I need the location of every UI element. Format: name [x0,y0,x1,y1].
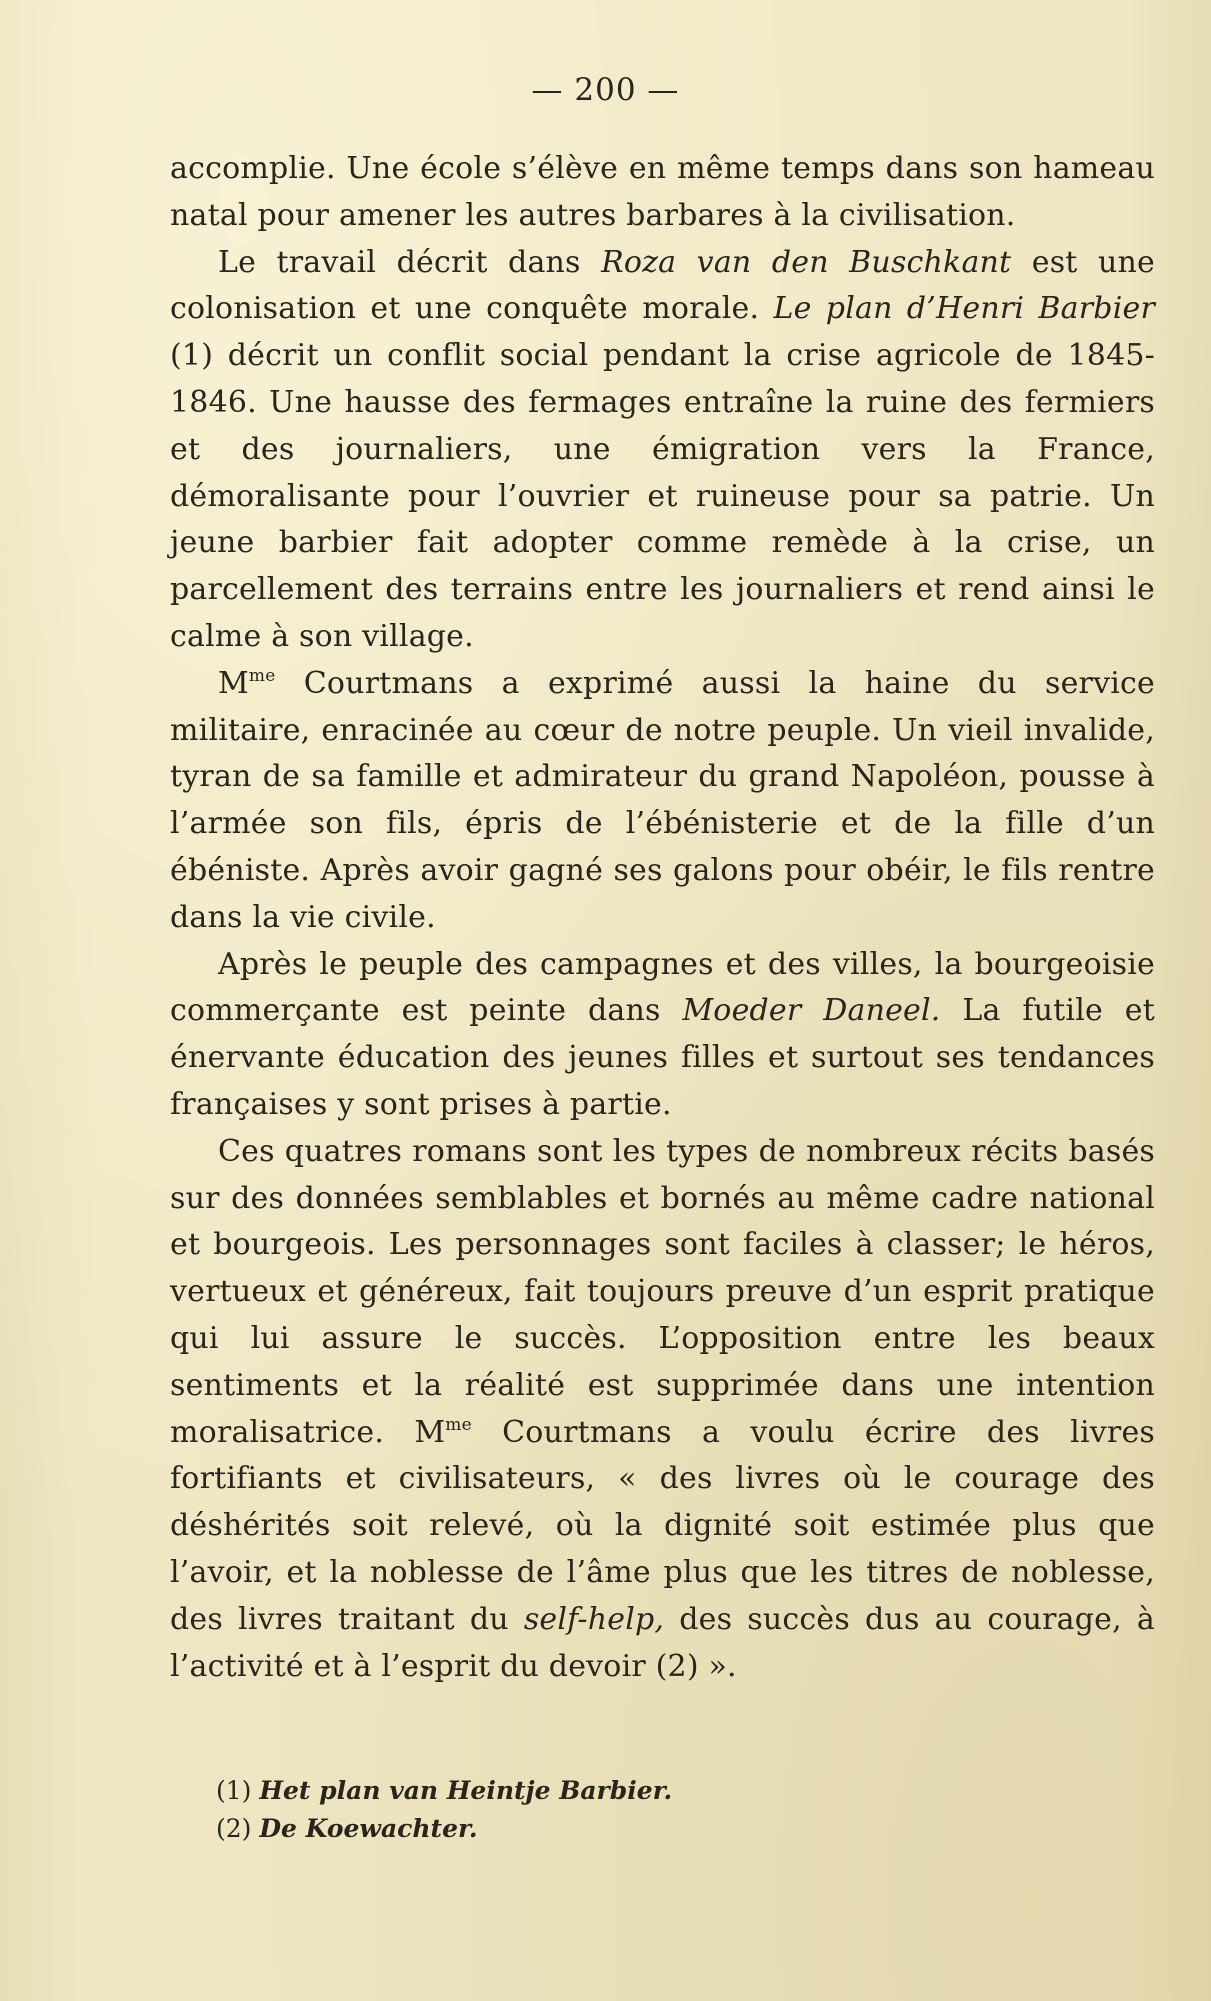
footnote-number: (2) [216,1814,252,1843]
italic-title: Le plan d’Henri Barbier [773,291,1155,327]
body-text [170,146,1155,1690]
footnote-2 [216,1810,1116,1848]
text-run: Courtmans a exprimé aussi la haine du service militaire, enracinée au cœur de notre peuple. Un vieil invalide, tyran de sa famille et admirateur du grand Napoléon, pousse à l’armée son fils, épris de l’ébénisterie et de la fille d’un ébéniste. Après avoir gagné ses galons pour obéir, le fils rentre dans la vie civile. [170,665,1155,935]
footnote-title: De Koewachter. [259,1814,478,1843]
text-run: M [218,665,249,701]
footnote-1 [216,1772,1116,1810]
text-run: La futile et énervante éducation des jeunes filles et surtout ses tendances françaises y sont prises à partie. [170,993,1155,1122]
italic-title: self-help, [523,1601,665,1637]
text-run: Après le peuple des campagnes et des villes, la bourgeoisie commerçante est peinte dans [170,946,1155,1029]
text-run: des succès dus au courage, à l’activité et à l’esprit du devoir (2) ». [170,1601,1155,1684]
text-run: Le travail décrit dans [218,244,602,280]
italic-title: Roza van den Buschkant [601,244,1012,280]
superscript-text: me [248,665,276,686]
footnote-title: Het plan van Heintje Barbier. [259,1776,673,1805]
text-run: accomplie. Une école s’élève en même temps dans son hameau natal pour amener les autres barbares à la civilisation. [170,151,1155,233]
paragraph-1 [170,146,1155,240]
superscript-text: me [445,1414,472,1435]
page-number: — 200 — [531,72,680,108]
text-run: (1) décrit un conflit social pendant la crise agricole de 1845-1846. Une hausse des fermages entraîne la ruine des fermiers et des journaliers, une émigration vers la France, démoralisante pour l’ouvrier et ruineuse pour sa patrie. Un jeune barbier fait adopter comme remède à la crise, un parcellement des terrains entre les journaliers et rend ainsi le calme à son village. [170,338,1155,654]
paragraph-4 [170,942,1155,1129]
paragraph-5 [170,1129,1155,1691]
text-run: est une colonisation et une conquête morale. [170,244,1155,327]
text-run: Courtmans a voulu écrire des livres fortifiants et civilisateurs, « des livres où le courage des déshérités soit relevé, où la dignité soit estimée plus que l’avoir, et la noblesse de l’âme plus que les titres de noblesse, des livres traitant du [170,1414,1155,1637]
text-run: Ces quatres romans sont les types de nombreux récits basés sur des données semblables et bornés au même cadre national et bourgeois. Les personnages sont faciles à classer; le héros, vertueux et généreux, fait toujours preuve d’un esprit pratique qui lui assure le succès. L’opposition entre les beaux sentiments et la réalité est supprimée dans une intention moralisatrice. M [170,1133,1155,1450]
italic-title: Moeder Daneel. [682,993,941,1029]
footnote-number: (1) [216,1776,252,1805]
paragraph-3 [170,661,1155,942]
footnotes [216,1772,1116,1848]
paragraph-2 [170,240,1155,661]
